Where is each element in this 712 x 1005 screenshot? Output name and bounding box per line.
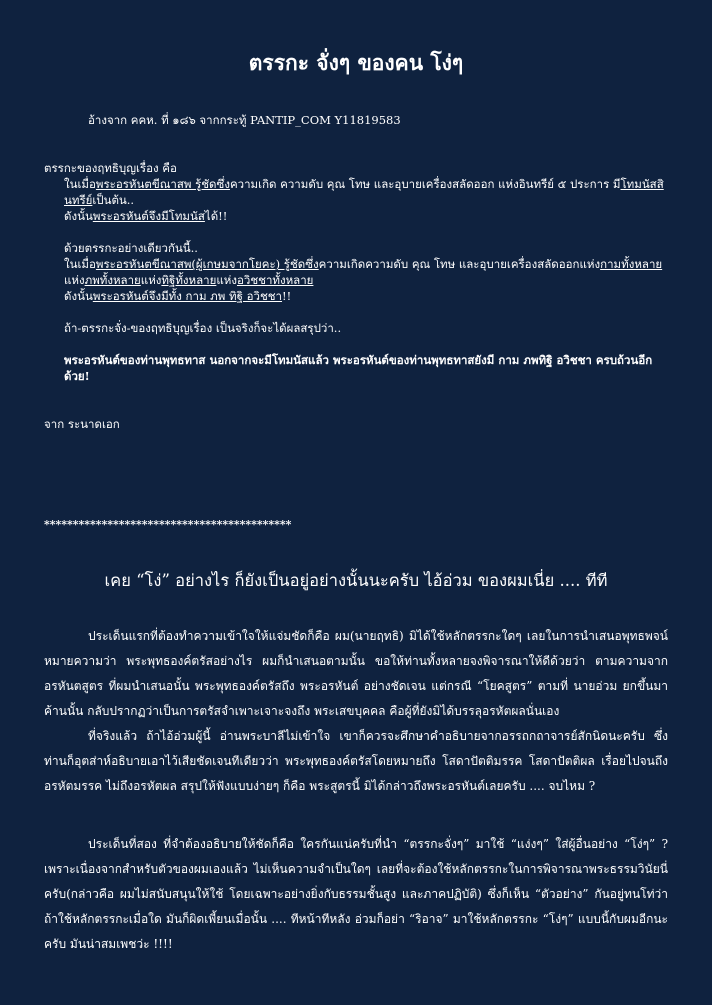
divider: *******************************************	[44, 518, 292, 531]
quote-source: จาก ระนาดเอก	[44, 417, 120, 431]
quote-intro: ตรรกะของฤทธิบุญเรื่อง คือ	[44, 161, 177, 175]
quote-line-5: ดังนั้นพระอรหันต์จึงมีทั้ง กาม ภพ ทิฐิ อวิชชา!!	[64, 289, 292, 303]
response-section-1	[44, 624, 668, 799]
paragraph-1: ประเด็นแรกที่ต้องทำความเข้าใจให้แจ่มชัดก็คือ ผม(นายฤทธิ) มิได้ใช้หลักตรรกะใดๆ เลยในการนำเสนอพุทธพจน์ หมายความว่า พระพุทธองค์ตรัสอย่างไร ผมก็นำเสนอตามนั้น ขอให้ท่านทั้งหลายจงพิจารณาให้ดีด้วยว่า ตามความจาก อรหันตสูตร ที่ผมนำเสนอนั้น พระพุทธองค์ตรัสถึง พระอรหันต์ อย่างชัดเจน แต่กรณี “โยคสูตร” ตามที่ นายอ่วม ยกขึ้นมาค้านนั้น กลับปรากฏว่าเป็นการตรัสจำเพาะเจาะจงถึง พระเสขบุคคล คือผู้ที่ยังมิได้บรรลุอรหัตผลนั่นเอง	[44, 629, 668, 718]
quote-line-4: ในเมื่อพระอรหันตขีณาสพ(ผู้เกษมจากโยคะ) รู้ชัดซึ่งความเกิดความดับ คุณ โทษ และอุบายเครื่องสลัดออกแห่งกามทั้งหลายแห่งภพทั้งหลายแห่งทิฐิทั้งหลายแห่งอวิชชาทั้งหลาย	[64, 257, 663, 287]
quote-line-2: ดังนั้นพระอรหันต์จึงมีโทมนัสได้!!	[64, 209, 228, 223]
quote-line-1: ในเมื่อพระอรหันตขีณาสพ รู้ชัดซึ่งความเกิด ความดับ คุณ โทษ และอุบายเครื่องสลัดออก แห่งอินทรีย์ ๕ ประการ มีโทมนัสสินทรีย์เป็นต้น..	[64, 177, 664, 207]
reference-line: อ้างจาก คคห. ที่ ๑๘๖ จากกระทู้ PANTIP_COM Y11819583	[88, 113, 401, 127]
page-title: ตรรกะ จั่งๆ ของคน โง่ๆ	[248, 50, 464, 75]
quote-line-3: ด้วยตรรกะอย่างเดียวกันนี้..	[64, 241, 198, 255]
paragraph-2: ที่จริงแล้ว ถ้าไอ้อ่วมผู้นี้ อ่านพระบาลีไม่เข้าใจ เขาก็ควรจะศึกษาคำอธิบายจากอรรถกถาจารย์สักนิดนะครับ ซึ่งท่านก็อุตส่าห์อธิบายเอาไว้เสียชัดเจนทีเดียวว่า พระพุทธองค์ตรัสโดยหมายถึง โสดาปัตติมรรค โสดาปัตติผล เรื่อยไปจนถึง อรหัตมรรค ไม่ถึงอรหัตผล สรุปให้ฟังแบบง่ายๆ ก็คือ พระสูตรนี้ มิได้กล่าวถึงพระอรหันต์เลยครับ .... จบไหม ?	[44, 729, 668, 793]
quote-conclusion: พระอรหันต์ของท่านพุทธทาส นอกจากจะมีโทมนัสแล้ว พระอรหันต์ของท่านพุทธทาสยังมี กาม ภพทิฐิ อวิชชา ครบถ้วนอีกด้วย!	[64, 353, 653, 383]
response-section-2	[44, 832, 668, 957]
quoted-section	[44, 112, 668, 432]
paragraph-3: ประเด็นที่สอง ที่จำต้องอธิบายให้ชัดก็คือ ใครกันแน่ครับที่นำ “ตรรกะจั่งๆ” มาใช้ “แง่งๆ” ใส่ผู้อื่นอย่าง “โง่ๆ” ? เพราะเนื่องจากสำหรับตัวของผมเองแล้ว ไม่เห็นความจำเป็นใดๆ เลยที่จะต้องใช้หลักตรรกะในการพิจารณาพระธรรมวินัยนี่ครับ(กล่าวคือ ผมไม่สนับสนุนให้ใช้ โดยเฉพาะอย่างยิ่งกับธรรมชั้นสูง และภาคปฏิบัติ) ซึ่งก็เห็น “ตัวอย่าง” กันอยู่ทนโท่ว่าถ้าใช้หลักตรรกะเมื่อใด มันก็ผิดเพี้ยนเมื่อนั้น .... ทีหน้าทีหลัง อ่วมก็อย่า “ริอาจ” มาใช้หลักตรรกะ “โง่ๆ” แบบนี้กับผมอีกนะครับ มันน่าสมเพชว่ะ !!!!	[44, 837, 668, 951]
quote-line-6: ถ้า-ตรรกะจั่ง-ของฤทธิบุญเรื่อง เป็นจริงก็จะได้ผลสรุปว่า..	[64, 321, 342, 335]
response-heading: เคย “โง่” อย่างไร ก็ยังเป็นอยู่อย่างนั้นนะครับ ไอ้อ่วม ของผมเนี่ย .... ทีที	[104, 571, 608, 590]
